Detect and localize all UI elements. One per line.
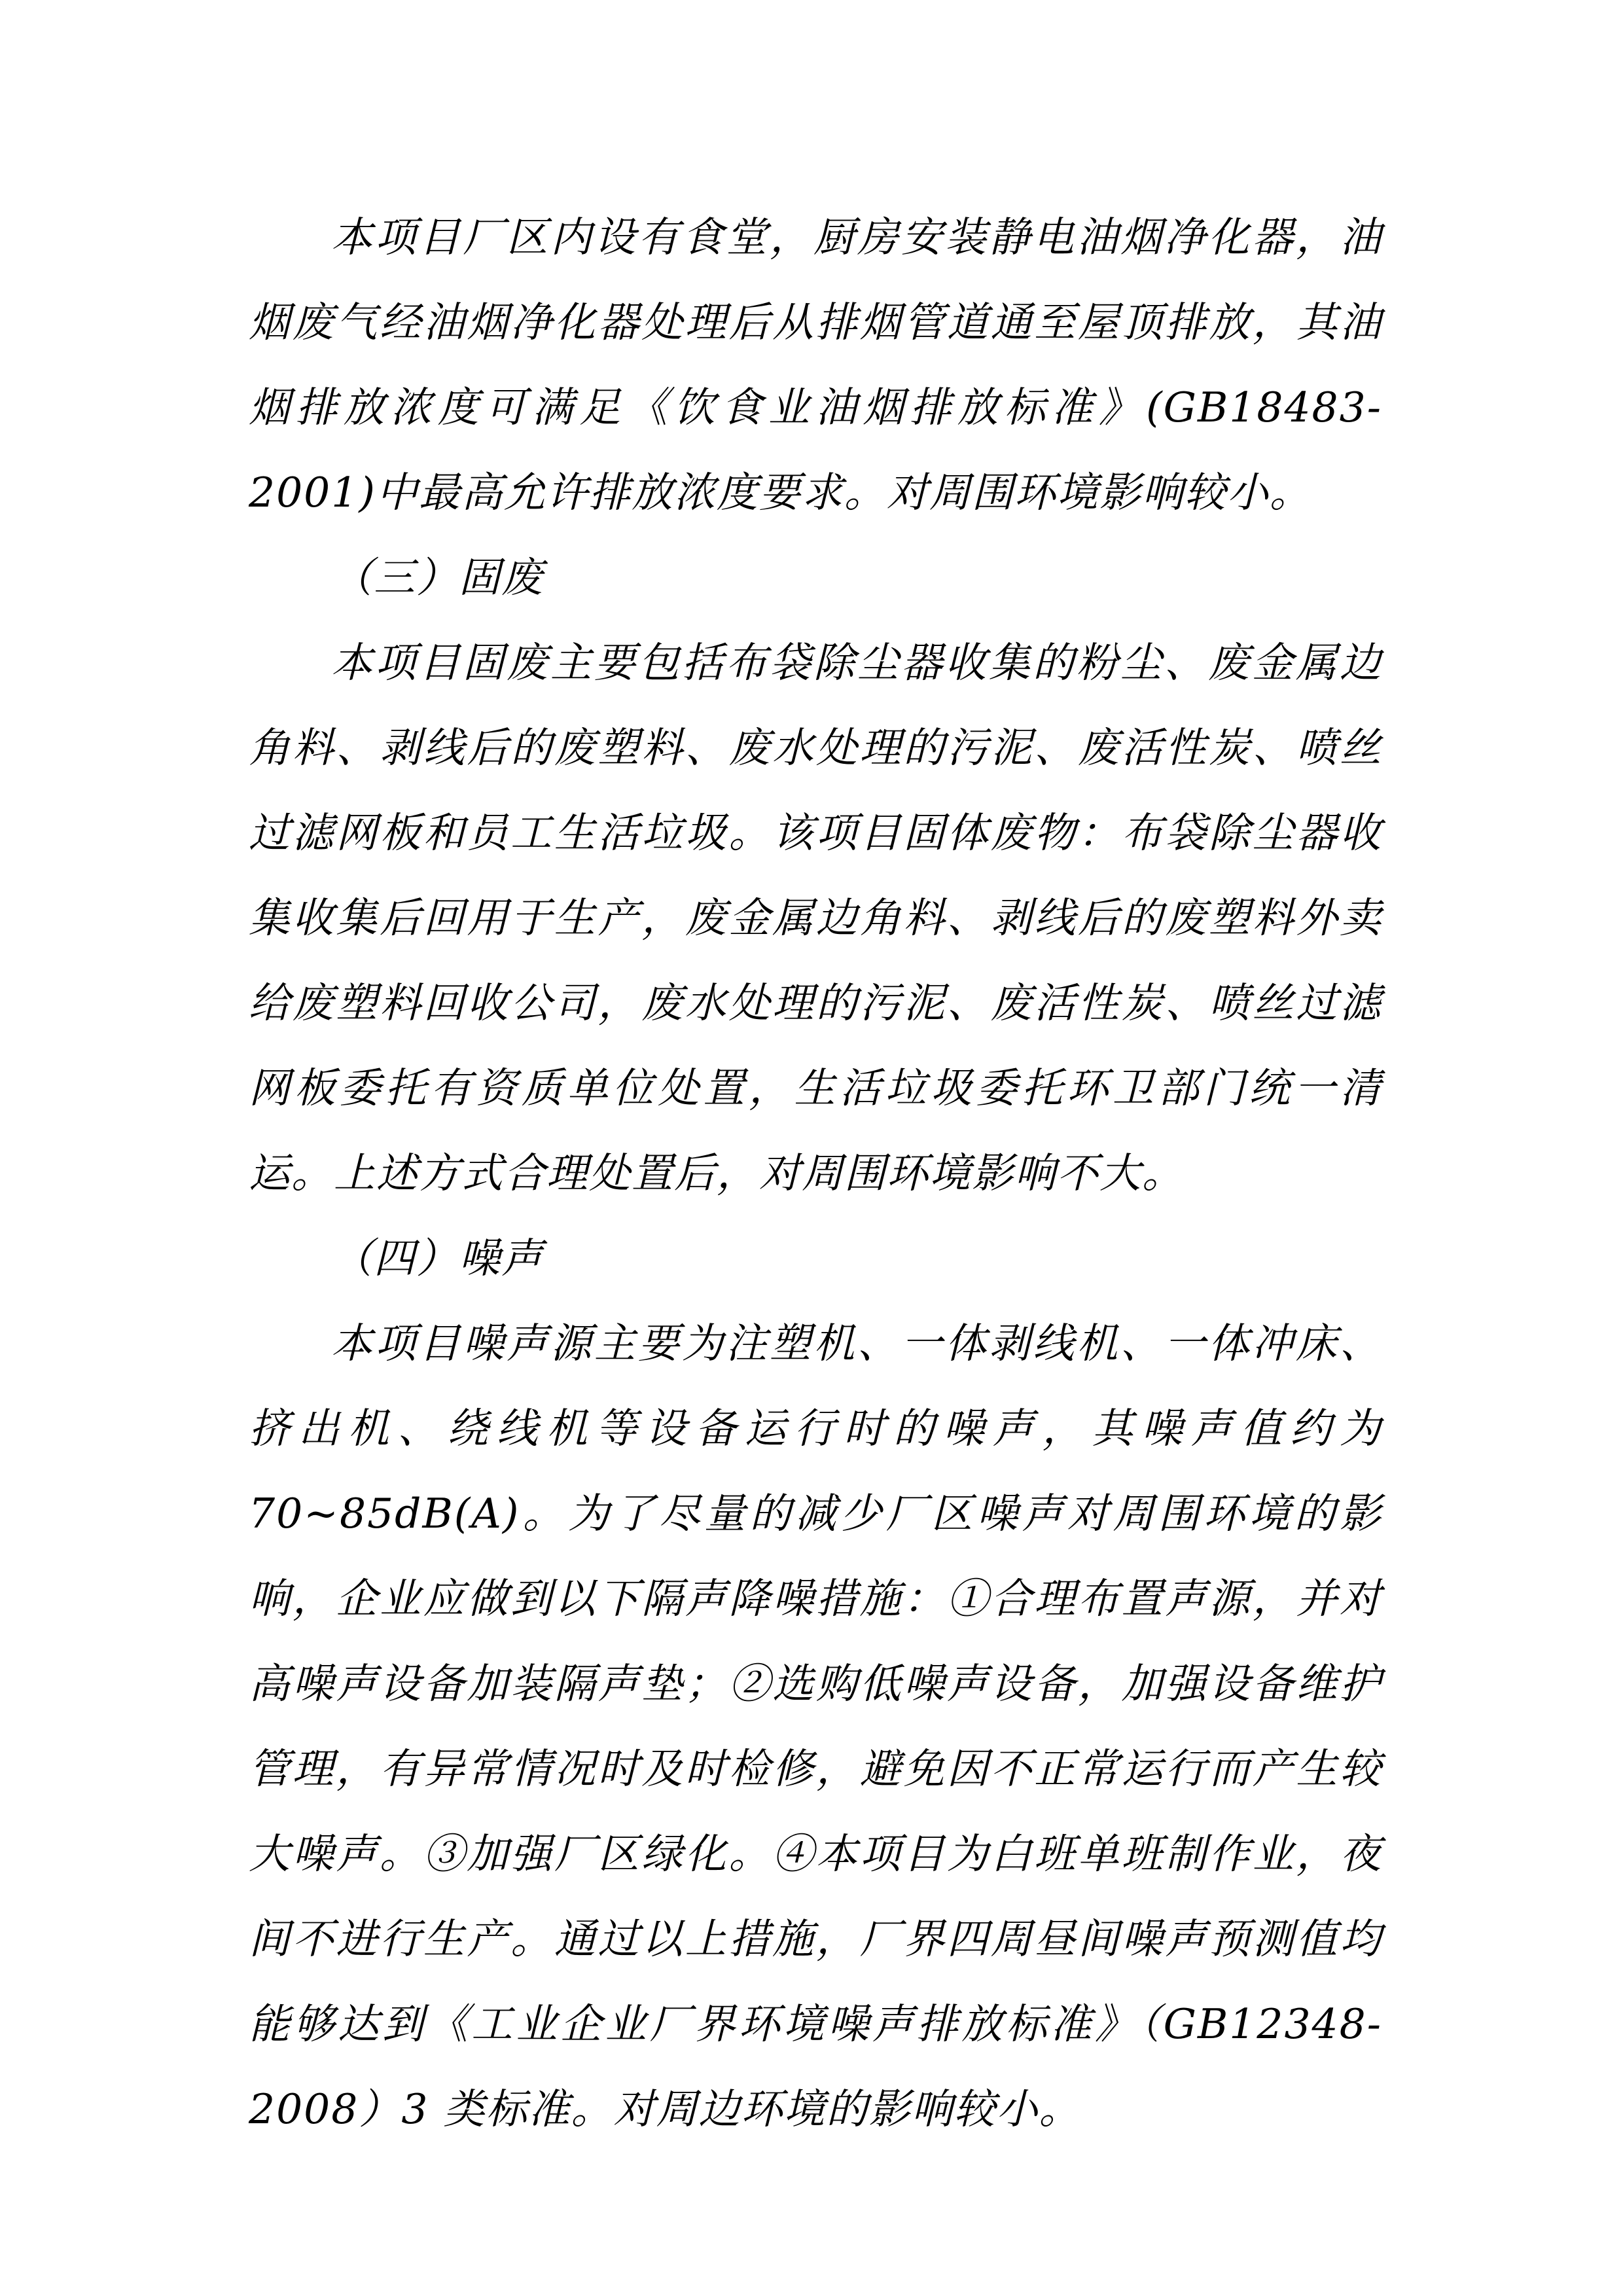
document-body [249,195,1382,2152]
para-canteen-fume: 本项目厂区内设有食堂，厨房安装静电油烟净化器，油烟废气经油烟净化器处理后从排烟管道通至屋顶排放，其油烟排放浓度可满足《饮食业油烟排放标准》(GB18483-2001)中最高允许排放浓度要求。对周围环境影响较小。 [249,213,1382,516]
para-solid-waste: 本项目固废主要包括布袋除尘器收集的粉尘、废金属边角料、剥线后的废塑料、废水处理的污泥、废活性炭、喷丝过滤网板和员工生活垃圾。该项目固体废物：布袋除尘器收集收集后回用于生产，废金属边角料、剥线后的废塑料外卖给废塑料回收公司，废水处理的污泥、废活性炭、喷丝过滤网板委托有资质单位处置，生活垃圾委托环卫部门统一清运。上述方式合理处置后，对周围环境影响不大。 [249,639,1382,1197]
para-noise: 本项目噪声源主要为注塑机、一体剥线机、一体冲床、挤出机、绕线机等设备运行时的噪声，其噪声值约为 70~85dB(A)。为了尽量的减少厂区噪声对周围环境的影响，企业应做到以下隔声降噪措施：①合理布置声源，并对高噪声设备加装隔声垫；②选购低噪声设备，加强设备维护管理，有异常情况时及时检修，避免因不正常运行而产生较大噪声。③加强厂区绿化。④本项目为白班单班制作业，夜间不进行生产。通过以上措施，厂界四周昼间噪声预测值均能够达到《工业企业厂界环境噪声排放标准》（GB12348-2008）3 类标准。对周边环境的影响较小。 [249,1319,1382,2133]
heading-section-4-noise: （四）噪声 [331,1234,544,1282]
heading-section-3-solid-waste: （三）固废 [331,554,544,601]
